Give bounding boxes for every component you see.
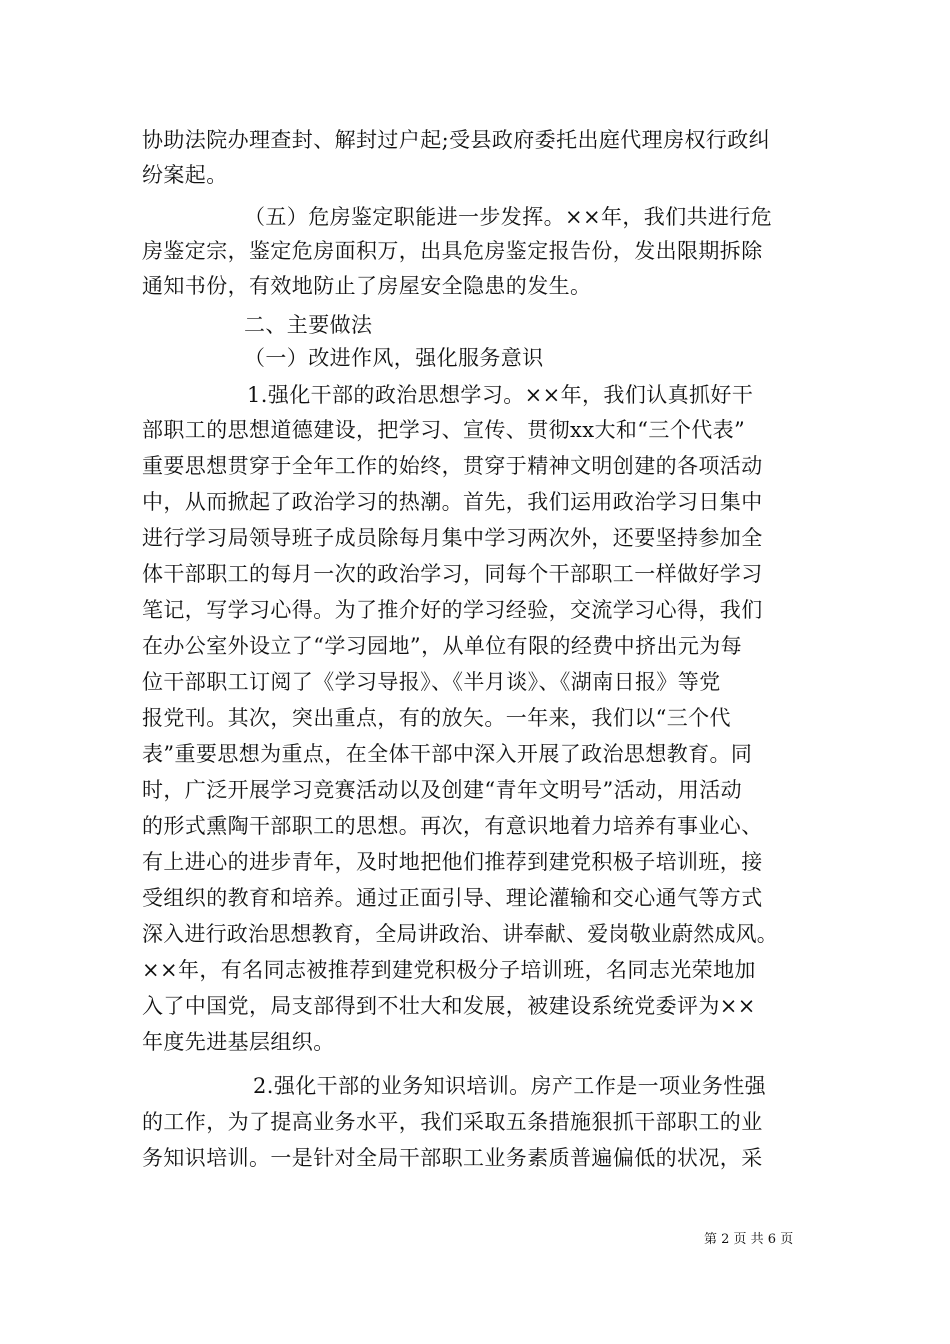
text-line: 时，广泛开展学习竞赛活动以及创建“青年文明号”活动，用活动 [142, 778, 743, 802]
subsection-heading: （一）改进作风，强化服务意识 [244, 346, 544, 370]
text-line: 的工作，为了提高业务水平，我们采取五条措施狠抓干部职工的业 [142, 1110, 763, 1134]
text-line: 受组织的教育和培养。通过正面引导、理论灌输和交心通气等方式 [142, 886, 763, 910]
text-line: 协助法院办理查封、解封过户起;受县政府委托出庭代理房权行政纠 [142, 128, 771, 152]
text-line: 报党刊。其次，突出重点，有的放矢。一年来，我们以“三个代 [142, 706, 731, 730]
text-line: 部职工的思想道德建设，把学习、宣传、贯彻xx大和“三个代表” [142, 418, 746, 442]
text-line: 深入进行政治思想教育，全局讲政治、讲奉献、爱岗敬业蔚然成风。 [142, 922, 778, 946]
text-line: ××年，有名同志被推荐到建党积极分子培训班，名同志光荣地加 [142, 958, 756, 982]
text-line: 1.强化干部的政治思想学习。××年，我们认真抓好干 [247, 383, 754, 407]
text-line: 体干部职工的每月一次的政治学习，同每个干部职工一样做好学习 [142, 562, 763, 586]
text-line: 位干部职工订阅了《学习导报》、《半月谈》、《湖南日报》等党 [142, 670, 721, 694]
text-line: 有上进心的进步青年，及时地把他们推荐到建党积极子培训班，接 [142, 850, 763, 874]
text-line: 中，从而掀起了政治学习的热潮。首先，我们运用政治学习日集中 [142, 490, 763, 514]
text-line: 务知识培训。一是针对全局干部职工业务素质普遍偏低的状况，采 [142, 1146, 763, 1170]
text-line: 在办公室外设立了“学习园地”，从单位有限的经费中挤出元为每 [142, 634, 743, 658]
text-line: 表”重要思想为重点，在全体干部中深入开展了政治思想教育。同 [142, 742, 753, 766]
text-line: 入了中国党，局支部得到不壮大和发展，被建设系统党委评为×× [142, 994, 756, 1018]
section-heading: 二、主要做法 [244, 313, 373, 337]
text-line: 的形式熏陶干部职工的思想。再次，有意识地着力培养有事业心、 [142, 814, 763, 838]
text-line: 年度先进基层组织。 [142, 1030, 335, 1054]
text-line: （五）危房鉴定职能进一步发挥。××年，我们共进行危 [244, 205, 773, 229]
text-line: 通知书份，有效地防止了房屋安全隐患的发生。 [142, 274, 592, 298]
text-line: 笔记，写学习心得。为了推介好的学习经验，交流学习心得，我们 [142, 598, 763, 622]
text-line: 房鉴定宗，鉴定危房面积万，出具危房鉴定报告份，发出限期拆除 [142, 239, 763, 263]
text-line: 纷案起。 [142, 163, 228, 187]
text-line: 2.强化干部的业务知识培训。房产工作是一项业务性强 [253, 1074, 767, 1098]
text-line: 重要思想贯穿于全年工作的始终，贯穿于精神文明创建的各项活动 [142, 454, 763, 478]
page-number-footer: 第 2 页 共 6 页 [704, 1232, 794, 1247]
text-line: 进行学习局领导班子成员除每月集中学习两次外，还要坚持参加全 [142, 526, 763, 550]
